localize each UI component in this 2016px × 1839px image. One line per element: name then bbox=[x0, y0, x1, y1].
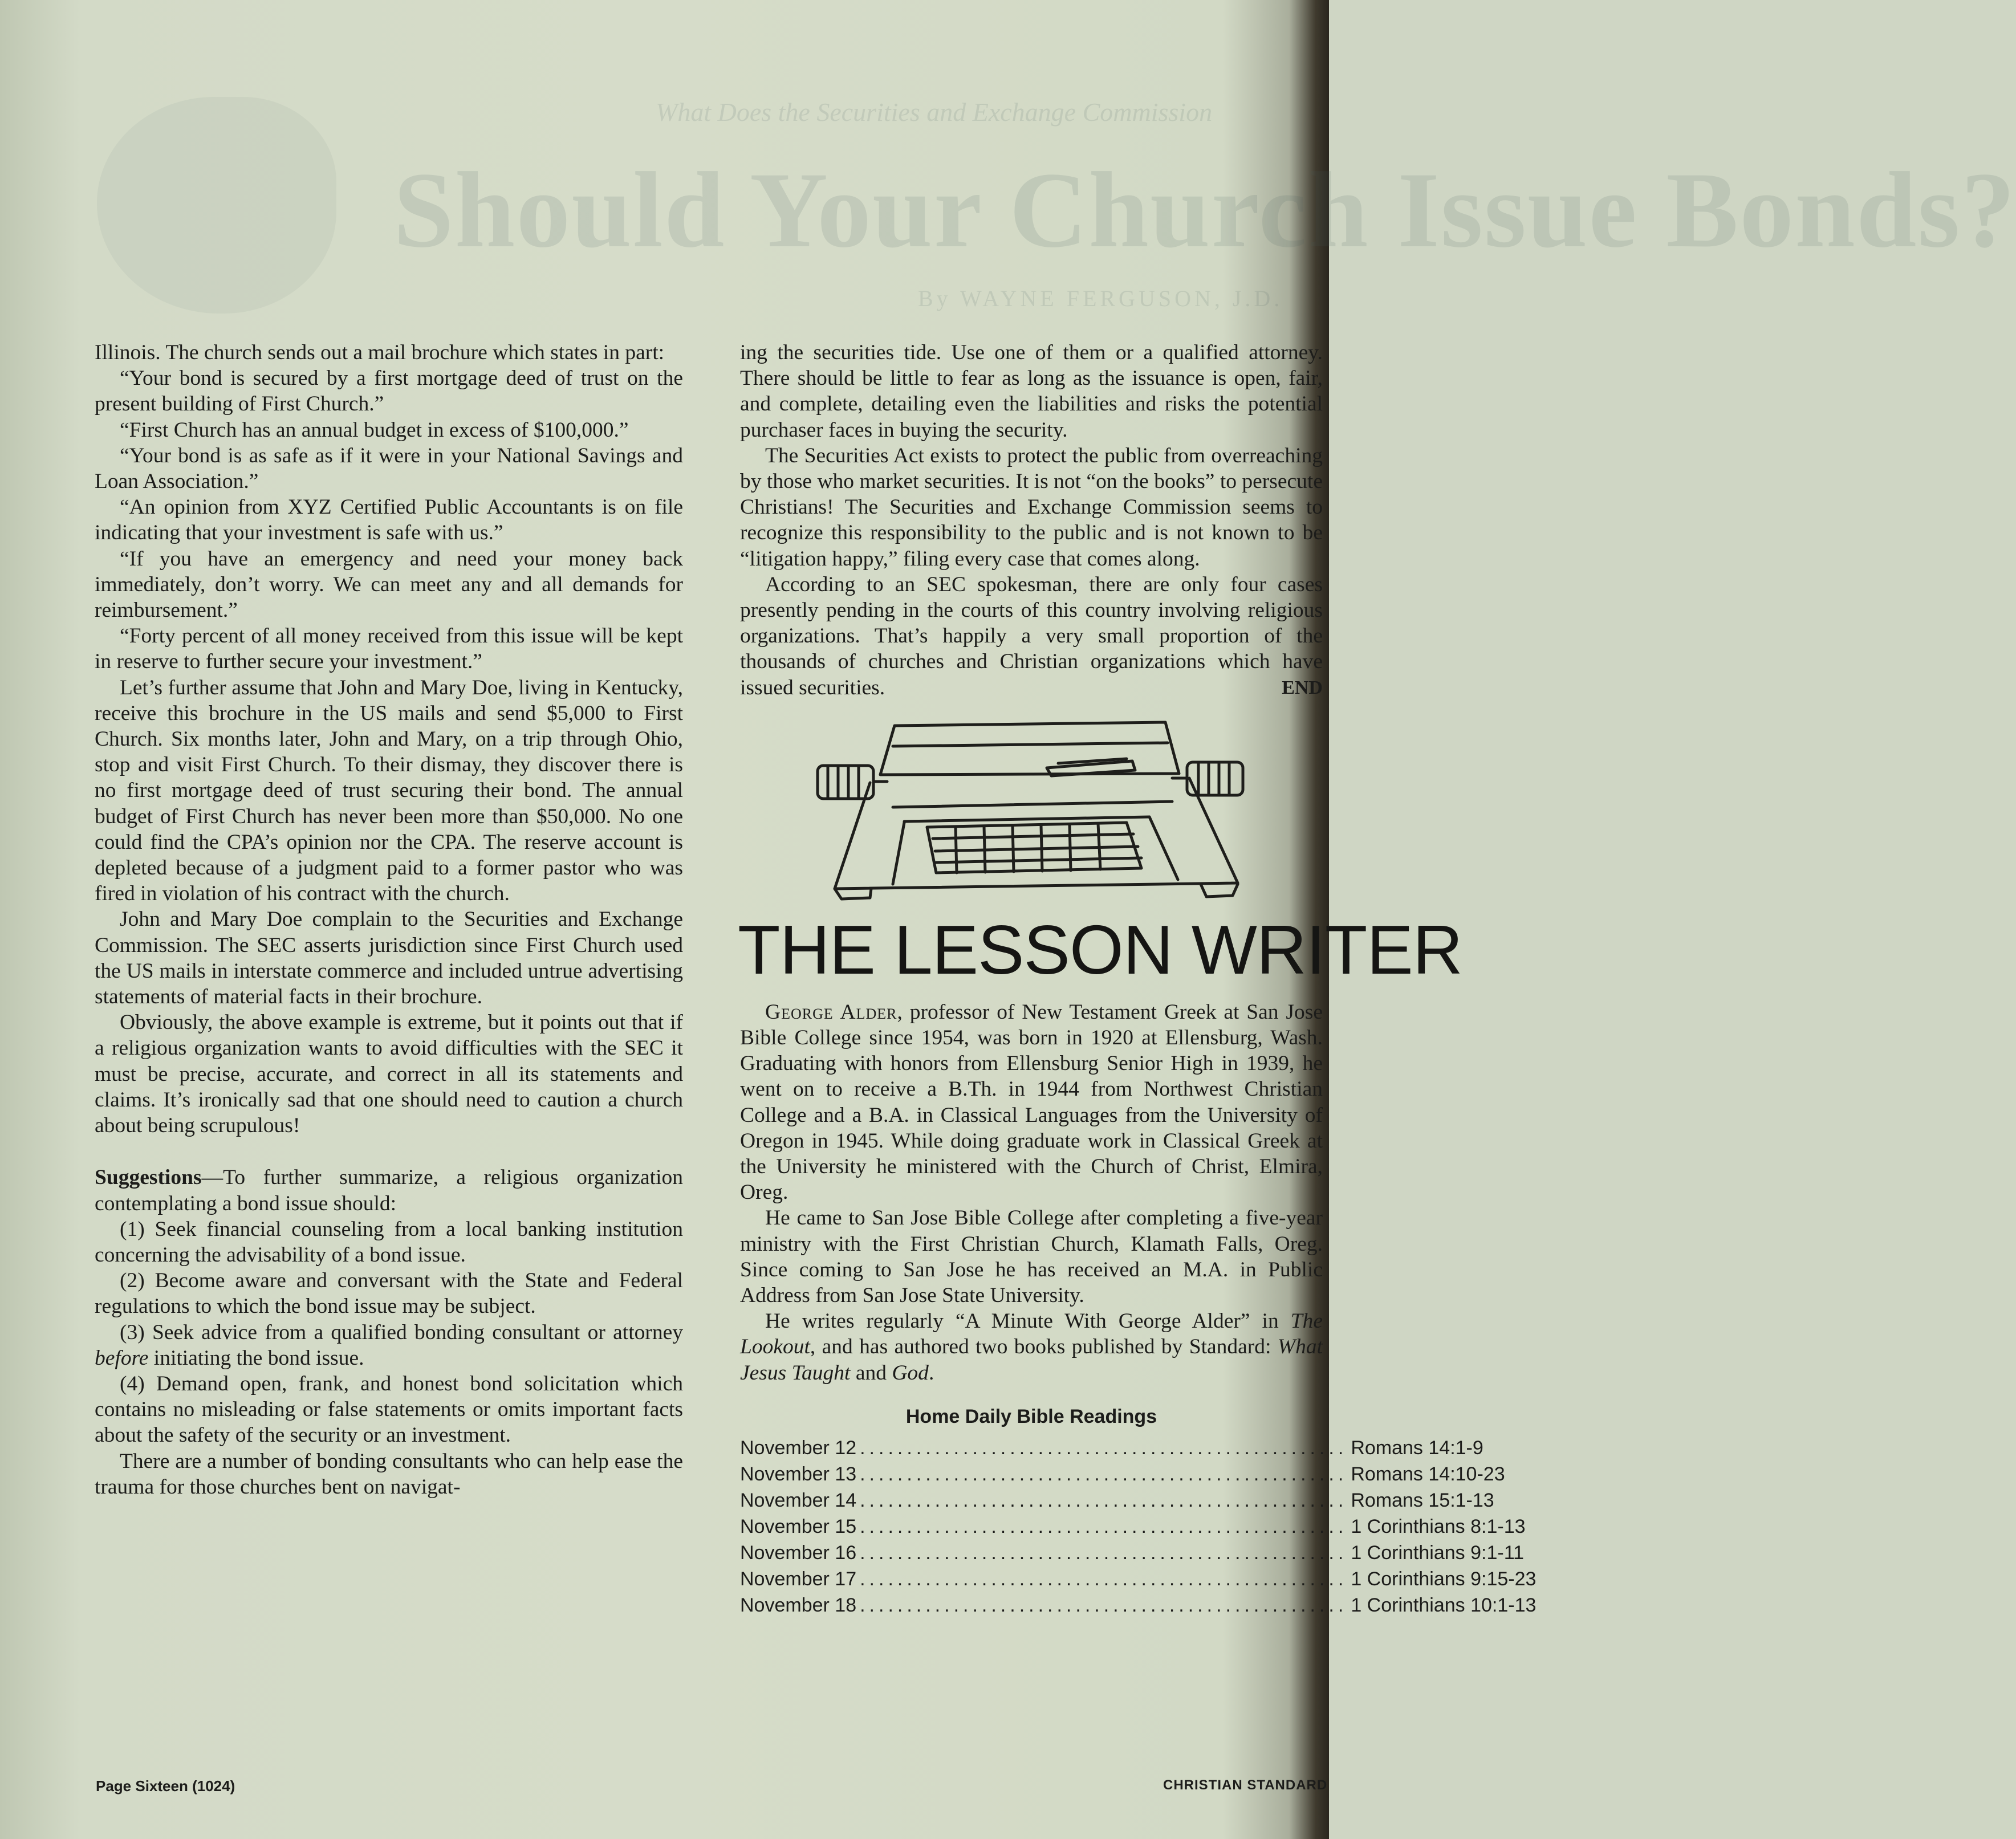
bleed-through-title: Should Your Church Issue Bonds? bbox=[393, 150, 2016, 270]
author-bio bbox=[740, 1308, 1323, 1386]
paragraph: Illinois. The church sends out a mail brochure which states in part: bbox=[95, 341, 665, 364]
reading-row bbox=[740, 1488, 1494, 1514]
reading-row bbox=[740, 1462, 1505, 1488]
brochure-quote: “Forty percent of all money received from this issue will be kept in reserve to further secure your investment.” bbox=[95, 624, 683, 674]
author-bio-text: . bbox=[928, 1361, 934, 1385]
author-name: George Alder bbox=[765, 1000, 897, 1024]
reading-row bbox=[740, 1593, 1537, 1619]
bleed-through-byline: By WAYNE FERGUSON, J.D. bbox=[918, 286, 1283, 311]
paragraph: ing the securities tide. Use one of them or a qualified attorney. There should be little to fear as long as the issuance is open, fair, and complete, detailing even the liabilities and risks the potential purchaser faces in buying the security. bbox=[740, 341, 1323, 442]
paragraph: The Securities Act exists to protect the public from overreaching by those who market securities. It is not “on the books” to persecute Christians! The Securities and Exchange Commission seems to recognize this responsibility to the public and is not known to be “litigation happy,” filing every case that comes along. bbox=[740, 444, 1323, 571]
suggestions-intro bbox=[95, 1165, 683, 1216]
suggestions-label: Suggestions bbox=[95, 1166, 202, 1190]
reading-reference: 1 Corinthians 8:1-13 bbox=[1351, 1516, 1526, 1538]
paragraph bbox=[740, 572, 1323, 701]
paragraph: There are a number of bonding consultants who can help ease the trauma for those churches bent on navigat- bbox=[95, 1449, 683, 1499]
publication-name: CHRISTIAN STANDARD bbox=[1163, 1777, 1328, 1793]
brochure-quote: “If you have an emergency and need your money back immediately, don’t worry. We can meet any and all demands for reimbursement.” bbox=[95, 547, 683, 623]
reading-date: November 18 bbox=[740, 1594, 857, 1617]
typewriter-icon bbox=[807, 719, 1309, 902]
reading-reference: 1 Corinthians 9:1-11 bbox=[1351, 1542, 1524, 1564]
lesson-writer-heading: THE LESSON WRITER bbox=[738, 910, 1462, 988]
paragraph: Let’s further assume that John and Mary Doe, living in Kentucky, receive this brochure in the US mails and send $5,000 to First Church. Six months later, John and Mary, on a trip through Ohio, stop and visit First Church. To their dismay, they discover there is no first mortgage deed of trust securing their bond. The annual budget of First Church has never been more than $50,000. No one could find the CPA’s opinion nor the CPA. The reserve account is depleted because of a judgment paid to a former pastor who was fired in violation of his contract with the church. bbox=[95, 676, 683, 906]
author-bio bbox=[740, 999, 1323, 1206]
suggestion-text: (3) Seek advice from a qualified bonding consultant or attorney bbox=[120, 1320, 683, 1344]
leader-dots: .................................................... bbox=[860, 1437, 1348, 1459]
leader-dots: .................................................... bbox=[860, 1490, 1348, 1512]
suggestion-item: (2) Become aware and conversant with the State and Federal regulations to which the bond issue may be subject. bbox=[95, 1269, 683, 1319]
bleed-through-logo bbox=[97, 97, 336, 314]
reading-reference: Romans 14:10-23 bbox=[1351, 1463, 1505, 1486]
leader-dots: .................................................... bbox=[860, 1516, 1348, 1538]
paragraph-text: According to an SEC spokesman, there are only four cases presently pending in the courts of this country involving religious organizations. That’s happily a very small proportion of the thousands of churches and Christian organizations which have issued securities. bbox=[740, 572, 1323, 699]
author-bio-text: and bbox=[850, 1361, 892, 1385]
reading-date: November 12 bbox=[740, 1437, 857, 1459]
suggestion-item bbox=[95, 1320, 683, 1371]
author-bio: He came to San Jose Bible College after completing a five-year ministry with the First Christian Church, Klamath Falls, Oreg. Since coming to San Jose he has received an M.A. in Public Address from San Jose State University. bbox=[740, 1206, 1323, 1308]
reading-date: November 15 bbox=[740, 1516, 857, 1538]
publication-title: The Lookout bbox=[740, 1309, 1323, 1359]
reading-row bbox=[740, 1567, 1537, 1593]
suggestion-text: initiating the bond issue. bbox=[148, 1346, 364, 1370]
reading-reference: 1 Corinthians 9:15-23 bbox=[1351, 1568, 1537, 1590]
bleed-through-kicker: What Does the Securities and Exchange Commission bbox=[656, 97, 1213, 127]
book-title: What Jesus Taught bbox=[740, 1335, 1323, 1385]
bible-readings-title: Home Daily Bible Readings bbox=[905, 1405, 1157, 1427]
author-bio-text: , and has authored two books published by Standard: bbox=[810, 1335, 1278, 1359]
bible-readings bbox=[740, 1404, 1537, 1619]
leader-dots: .................................................... bbox=[860, 1568, 1348, 1590]
end-mark: END bbox=[1282, 677, 1323, 698]
reading-reference: 1 Corinthians 10:1-13 bbox=[1351, 1594, 1537, 1617]
suggestion-item: (1) Seek financial counseling from a local banking institution concerning the advisability of a bond issue. bbox=[95, 1217, 683, 1267]
reading-row bbox=[740, 1435, 1483, 1462]
reading-date: November 16 bbox=[740, 1542, 857, 1564]
reading-date: November 13 bbox=[740, 1463, 857, 1486]
reading-date: November 14 bbox=[740, 1490, 857, 1512]
suggestion-emphasis: before bbox=[95, 1346, 149, 1370]
leader-dots: .................................................... bbox=[860, 1594, 1348, 1617]
book-title: God bbox=[892, 1361, 929, 1385]
left-column bbox=[95, 340, 683, 1500]
right-column bbox=[738, 340, 1537, 1619]
brochure-quote: “Your bond is secured by a first mortgage deed of trust on the present building of First Church.” bbox=[95, 367, 683, 416]
reading-date: November 17 bbox=[740, 1568, 857, 1590]
brochure-quote: “An opinion from XYZ Certified Public Accountants is on file indicating that your investment is safe with us.” bbox=[95, 495, 683, 545]
leader-dots: .................................................... bbox=[860, 1542, 1348, 1564]
paragraph: Obviously, the above example is extreme, but it points out that if a religious organization wants to avoid difficulties with the SEC it must be precise, accurate, and correct in all its statements and claims. It’s ironically sad that one should need to caution a church about being scrupulous! bbox=[95, 1011, 683, 1138]
brochure-quote: “Your bond is as safe as if it were in your National Savings and Loan Association.” bbox=[95, 444, 683, 494]
reading-row bbox=[740, 1514, 1526, 1540]
page-number: Page Sixteen (1024) bbox=[96, 1777, 235, 1795]
paragraph: John and Mary Doe complain to the Securities and Exchange Commission. The SEC asserts jurisdiction since First Church used the US mails in interstate commerce and included untrue advertising statements of material facts in their brochure. bbox=[95, 908, 683, 1009]
reading-reference: Romans 14:1-9 bbox=[1351, 1437, 1483, 1459]
suggestion-item: (4) Demand open, frank, and honest bond solicitation which contains no misleading or false statements or omits important facts about the safety of the security or an investment. bbox=[95, 1372, 683, 1447]
suggestions-intro-text: —To further summarize, a religious organization contemplating a bond issue should: bbox=[95, 1166, 683, 1215]
author-bio-text: He writes regularly “A Minute With George Alder” in bbox=[765, 1309, 1291, 1333]
leader-dots: .................................................... bbox=[860, 1463, 1348, 1486]
reading-row bbox=[740, 1540, 1524, 1567]
author-bio-text: , professor of New Testament Greek at San Jose Bible College since 1954, was born in 1920 at Ellensburg, Wash. Graduating with honors from Ellensburg Senior High in 1939, he went on to receive a B.Th. in 1944 from Northwest Christian College and a B.A. in Classical Languages from the University of Oregon in 1945. While doing graduate work in Classical Greek at the University he ministered with the Church of Christ, Elmira, Oreg. bbox=[740, 1000, 1323, 1205]
reading-reference: Romans 15:1-13 bbox=[1351, 1490, 1494, 1512]
brochure-quote: “First Church has an annual budget in excess of $100,000.” bbox=[120, 418, 629, 442]
